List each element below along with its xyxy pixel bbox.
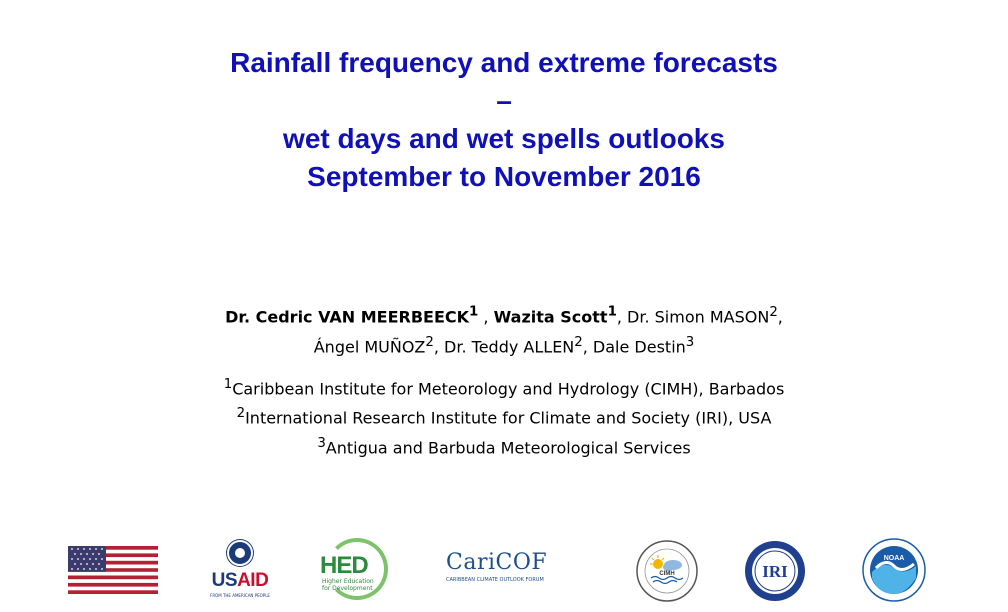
title-line-4: September to November 2016 [307,161,701,192]
author-line-2 [0,330,1008,360]
affiliation-3-text: Antigua and Barbuda Meteorological Services [325,437,691,457]
hed-subtitle-line-1: Higher Education [322,578,374,585]
usaid-logo [206,540,274,602]
usaid-aid: AID [237,570,269,591]
hed-subtitle [322,578,374,592]
title-line-3: wet days and wet spells outlooks [283,123,725,154]
author-list [0,300,1008,361]
us-flag-icon [68,546,158,594]
author-5-sup: 2 [574,335,583,351]
author-1: Dr. Cedric VAN MEERBEECK [225,307,470,327]
affiliation-2-text: International Research Institute for Climate and Society (IRI), USA [245,408,772,428]
hed-wordmark: HED [320,552,368,579]
author-line-1 [0,300,1008,330]
affiliation-2 [0,401,1008,430]
author-6: , Dale Destin [582,337,686,357]
author-5: , Dr. Teddy ALLEN [433,337,575,357]
iri-logo [744,540,806,602]
title-line-2: – [496,85,512,116]
caricof-wordmark: CariCOF [446,550,548,575]
caricof-logo [446,550,564,582]
affiliation-list [0,372,1008,460]
affiliation-2-sup: 2 [236,406,246,422]
usaid-seal-icon [227,540,253,566]
usaid-us: US [211,570,238,591]
author-3-sup: 2 [769,305,778,320]
cimh-logo [636,540,698,602]
caricof-subtitle: CARIBBEAN CLIMATE OUTLOOK FORUM [446,577,544,583]
author-2-sup: 1 [607,305,617,320]
hed-subtitle-line-2: for Development [322,585,373,592]
author-6-sup: 3 [685,335,695,351]
slide-title [0,44,1008,196]
affiliation-1-text: Caribbean Institute for Meteorology and Hydrology (CIMH), Barbados [232,379,785,399]
author-3: , Dr. Simon MASON [616,307,770,327]
usaid-tagline: FROM THE AMERICAN PEOPLE [210,593,270,598]
author-separator: , [478,307,494,327]
affiliation-3 [0,431,1008,460]
author-4-sup: 2 [425,335,434,351]
cimh-label: CIMH [659,571,675,577]
title-line-1: Rainfall frequency and extreme forecasts [230,47,778,78]
author-2: Wazita Scott [493,307,608,327]
author-4: Ángel MUÑOZ [313,337,426,357]
author-1-sup: 1 [469,305,479,320]
affiliation-3-sup: 3 [317,435,326,451]
noaa-logo [862,538,926,602]
iri-label: IRI [762,562,788,581]
usaid-wordmark [206,570,274,592]
author-3-end: , [777,307,783,327]
hed-logo [318,538,392,604]
noaa-label: NOAA [883,555,905,562]
affiliation-1 [0,372,1008,401]
affiliation-1-sup: 1 [223,377,233,392]
partner-logos [0,530,1008,610]
